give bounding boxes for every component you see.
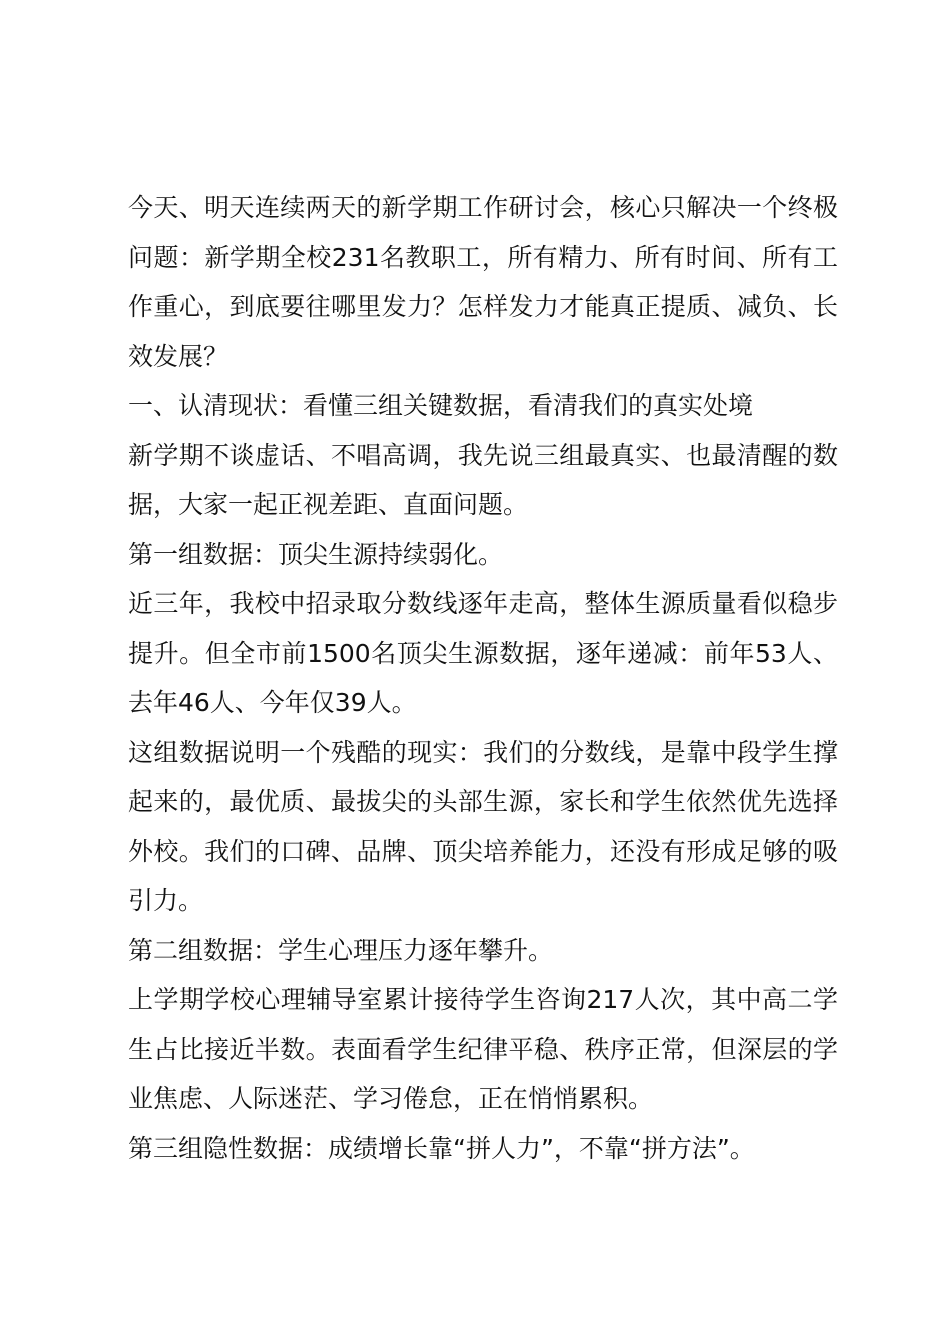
data-group-2-detail: 上学期学校心理辅导室累计接待学生咨询217人次，其中高二学生占比接近半数。表面看学生纪律平稳、秩序正常，但深层的学业焦虑、人际迷茫、学习倦怠，正在悄悄累积。 xyxy=(128,985,838,1113)
document-body xyxy=(128,183,838,1173)
data-group-3-title: 第三组隐性数据：成绩增长靠“拼人力”，不靠“拼方法”。 xyxy=(128,1133,755,1163)
intro-paragraph: 今天、明天连续两天的新学期工作研讨会，核心只解决一个终极问题：新学期全校231名教职工，所有精力、所有时间、所有工作重心，到底要往哪里发力？怎样发力才能真正提质、减负、长效发展？ xyxy=(128,193,838,371)
data-group-1-detail: 近三年，我校中招录取分数线逐年走高，整体生源质量看似稳步提升。但全市前1500名顶尖生源数据，逐年递减：前年53人、去年46人、今年仅39人。 xyxy=(128,589,838,717)
section-heading-1: 一、认清现状：看懂三组关键数据，看清我们的真实处境 xyxy=(128,391,754,420)
data-group-1-analysis: 这组数据说明一个残酷的现实：我们的分数线，是靠中段学生撑起来的，最优质、最拔尖的头部生源，家长和学生依然优先选择外校。我们的口碑、品牌、顶尖培养能力，还没有形成足够的吸引力。 xyxy=(128,737,838,915)
data-group-1-title: 第一组数据：顶尖生源持续弱化。 xyxy=(128,539,504,569)
body-paragraph-overview: 新学期不谈虚话、不唱高调，我先说三组最真实、也最清醒的数据，大家一起正视差距、直面问题。 xyxy=(128,440,838,519)
data-group-2-title: 第二组数据：学生心理压力逐年攀升。 xyxy=(128,935,554,965)
